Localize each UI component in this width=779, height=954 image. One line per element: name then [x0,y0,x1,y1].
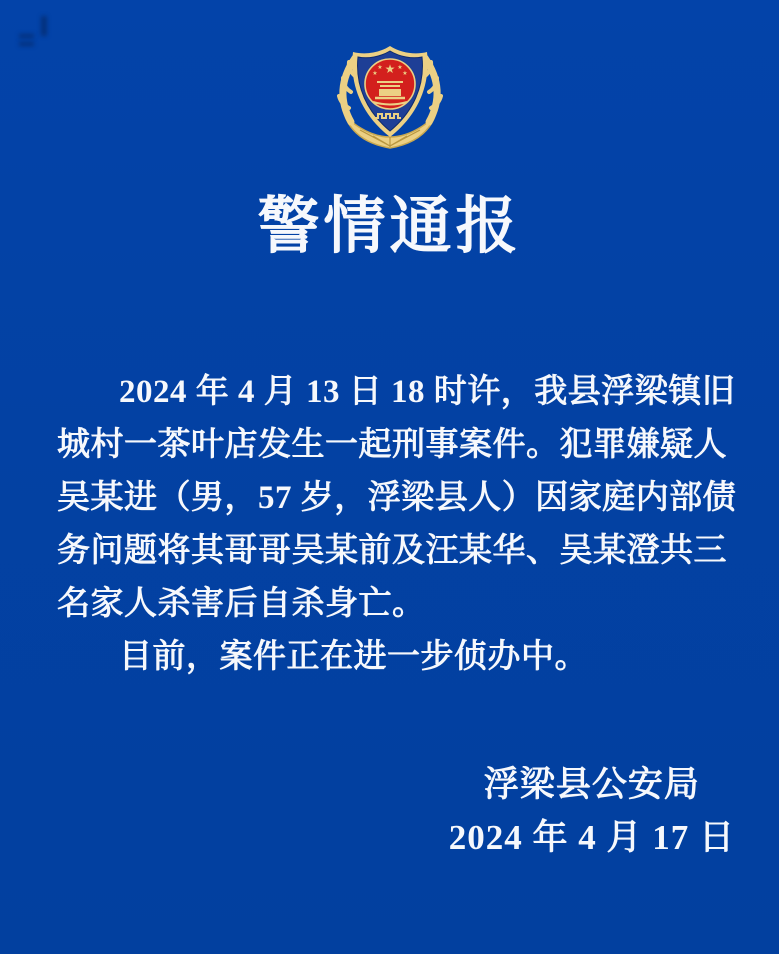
body-line: 吴某进（男，57 岁，浮梁县人）因家庭内部债 [57,480,737,516]
police-emblem [0,42,779,154]
issue-date: 2024 年 4 月 17 日 [448,818,735,857]
body-line: 目前，案件正在进一步侦办中。 [119,639,588,675]
svg-text:★: ★ [396,64,403,71]
svg-text:★: ★ [371,70,378,77]
body-line: 城村一茶叶店发生一起刑事案件。犯罪嫌疑人 [57,427,727,463]
signature-block [449,760,735,863]
notice-body [57,366,737,684]
svg-text:★: ★ [384,62,395,76]
scan-artifact [41,16,47,36]
body-line: 名家人杀害后自杀身亡。 [57,586,426,622]
scan-artifact [19,34,34,38]
svg-text:★: ★ [376,64,383,71]
police-badge-icon [325,42,455,154]
notice-title: 警情通报 [257,193,522,261]
body-line: 务问题将其哥哥吴某前及汪某华、吴某澄共三 [57,533,727,569]
issuing-agency: 浮梁县公安局 [483,765,700,804]
body-line: 2024 年 4 月 13 日 18 时许，我县浮梁镇旧 [119,374,736,410]
svg-text:★: ★ [401,70,408,77]
